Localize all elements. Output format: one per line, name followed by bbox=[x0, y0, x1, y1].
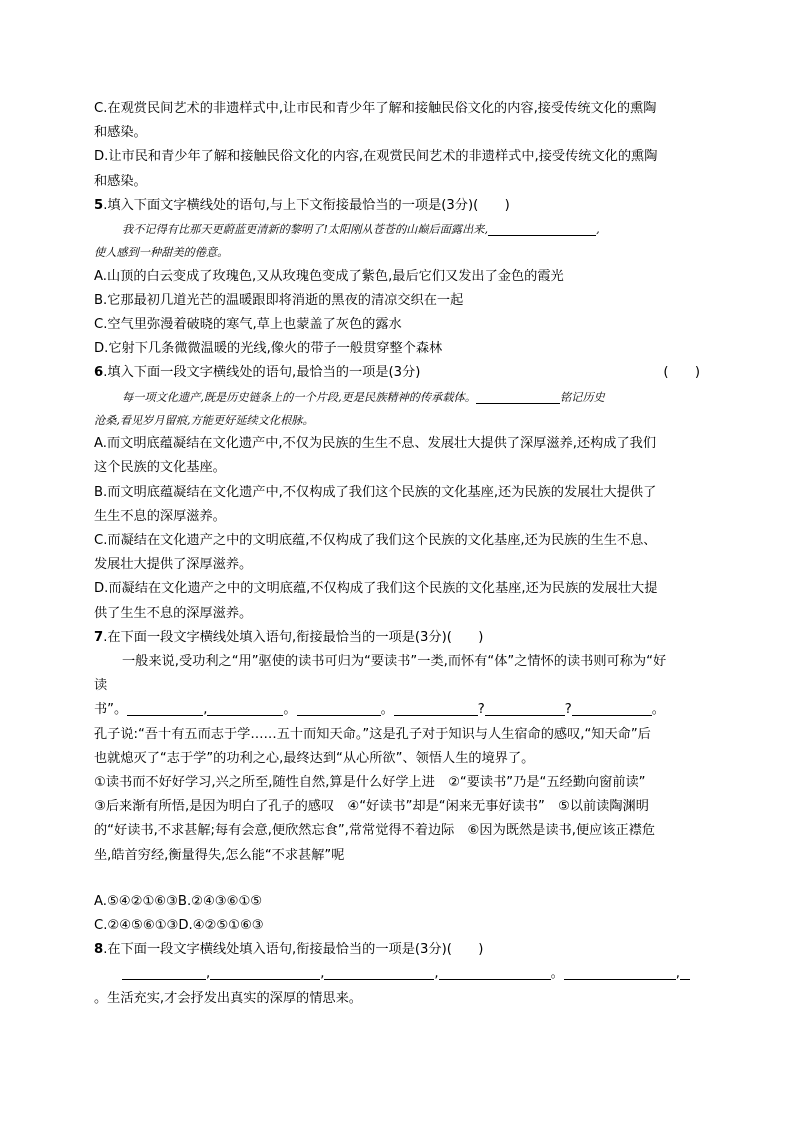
exam-page bbox=[94, 97, 700, 1011]
spacer bbox=[94, 868, 700, 890]
q7-number: 7 bbox=[94, 629, 104, 645]
q5-option-c: C.空气里弥漫着破晓的寒气,草上也蒙盖了灰色的露水 bbox=[94, 317, 402, 333]
q7-punct: ? bbox=[564, 702, 572, 718]
q8-paragraph-tail: 。生活充实,才会抒发出真实的深厚的情思来。 bbox=[94, 990, 362, 1006]
q5-passage-punct: , bbox=[596, 223, 600, 237]
q8-stem-text: .在下面一段文字横线处填入语句,衔接最恰当的一项是(3分)( ) bbox=[103, 942, 484, 958]
q7-option-d: D.④②⑤①⑥③ bbox=[178, 918, 264, 934]
q8-punct: , bbox=[206, 966, 211, 982]
q8-blank-5 bbox=[564, 965, 676, 980]
q6-passage-tail: 铭记历史 bbox=[559, 390, 605, 404]
q4-option-c-line2: 和感染。 bbox=[94, 125, 147, 141]
q6-option-b-line1: B.而文明底蕴凝结在文化遗产中,不仅构成了我们这个民族的文化基座,还为民族的发展壮大提供了 bbox=[94, 484, 657, 500]
q7-option-c: C.②④⑤⑥①③ bbox=[94, 918, 179, 934]
q7-blank-2 bbox=[207, 701, 283, 716]
q6-passage-text: 每一项文化遗产,既是历史链条上的一个片段,更是民族精神的传承载体。 bbox=[122, 390, 476, 404]
q6-answer-blank bbox=[476, 389, 560, 404]
q7-options-row2 bbox=[94, 914, 700, 938]
q6-option-a-line2: 这个民族的文化基座。 bbox=[94, 460, 226, 476]
q7-items-line1: ①读书而不好好学习,兴之所至,随性自然,算是什么好学上进 ②“要读书”乃是“五经勤向窗前读” bbox=[94, 775, 646, 791]
q6-option-c-line1: C.而凝结在文化遗产之中的文明底蕴,不仅构成了我们这个民族的文化基座,还为民族的生生不息、 bbox=[94, 533, 657, 549]
q8-blank-1 bbox=[122, 965, 206, 980]
q7-paragraph-line1: 一般来说,受功利之“用”驱使的读书可归为“要读书”一类,而怀有“体”之情怀的读书则可称为“好 bbox=[122, 654, 667, 670]
q7-paragraph-line4: 孔子说:“吾十有五而志于学……五十而知天命。”这是孔子对于知识与人生宿命的感叹,“知天命”后 bbox=[94, 726, 651, 742]
q7-blank-6 bbox=[572, 701, 652, 716]
q6-option-a-line1: A.而文明底蕴凝结在文化遗产中,不仅为民族的生生不息、发展壮大提供了深厚滋养,还构成了我们 bbox=[94, 436, 657, 452]
q7-paragraph-blanks-line bbox=[94, 698, 700, 722]
q5-option-a: A.山顶的白云变成了玫瑰色,又从玫瑰色变成了紫色,最后它们又发出了金色的霞光 bbox=[94, 268, 564, 284]
q6-number: 6 bbox=[94, 365, 104, 381]
q8-blank-3 bbox=[324, 965, 434, 980]
q6-passage-line2: 沧桑,看见岁月留痕,方能更好延续文化根脉。 bbox=[94, 413, 314, 427]
q7-blank-4 bbox=[394, 701, 478, 716]
q7-stem bbox=[94, 626, 700, 650]
q6-option-d-line2: 供了生生不息的深厚滋养。 bbox=[94, 605, 253, 621]
q6-option-c-line2: 发展壮大提供了深厚滋养。 bbox=[94, 557, 253, 573]
q6-stem bbox=[94, 361, 700, 385]
q7-punct: 。 bbox=[283, 702, 297, 718]
q5-answer-blank bbox=[488, 221, 596, 236]
q7-punct: 。 bbox=[651, 702, 665, 718]
q7-blank-3 bbox=[297, 701, 381, 716]
q7-paragraph-line2: 读 bbox=[94, 678, 108, 694]
q5-option-b: B.它那最初几道光芒的温暖跟即将消逝的黑夜的清凉交织在一起 bbox=[94, 292, 464, 308]
q8-punct: , bbox=[320, 966, 325, 982]
q7-text-fragment: 书”。 bbox=[94, 702, 128, 718]
q7-punct: ? bbox=[477, 702, 485, 718]
q7-options-row1 bbox=[94, 890, 700, 914]
q6-option-d-line1: D.而凝结在文化遗产之中的文明底蕴,不仅构成了我们这个民族的文化基座,还为民族的发展壮大提 bbox=[94, 581, 658, 597]
q7-punct: 。 bbox=[380, 702, 394, 718]
q8-blank-4 bbox=[439, 965, 551, 980]
q4-option-d-line1: D.让市民和青少年了解和接触民俗文化的内容,在观赏民间艺术的非遗样式中,接受传统文化的熏陶 bbox=[94, 149, 658, 165]
q8-blank-2 bbox=[210, 965, 320, 980]
q6-answer-paren: ( ) bbox=[663, 365, 700, 381]
q6-passage-line1 bbox=[94, 386, 700, 409]
q8-punct: , bbox=[434, 966, 439, 982]
q8-punct: , bbox=[675, 966, 680, 982]
q5-stem-text: .填入下面文字横线处的语句,与上下文衔接最恰当的一项是(3分)( ) bbox=[103, 197, 510, 213]
q7-paragraph-line5: 也就熄灭了“志于学”的功利之心,最终达到“从心所欲”、领悟人生的境界了。 bbox=[94, 750, 535, 766]
q7-blank-5 bbox=[485, 701, 565, 716]
q8-stem bbox=[94, 938, 700, 962]
q6-stem-text: .填入下面一段文字横线处的语句,最恰当的一项是(3分) bbox=[103, 365, 421, 381]
q5-passage-text: 我不记得有比那天更蔚蓝更清新的黎明了!太阳刚从苍苍的山巅后面露出来, bbox=[122, 223, 489, 237]
q8-number: 8 bbox=[94, 942, 104, 958]
q8-blanks-line bbox=[94, 962, 700, 986]
q5-number: 5 bbox=[94, 197, 104, 213]
q7-stem-text: .在下面一段文字横线处填入语句,衔接最恰当的一项是(3分)( ) bbox=[103, 629, 484, 645]
q7-option-b: B.②④③⑥①⑤ bbox=[177, 893, 263, 909]
q7-punct: , bbox=[203, 702, 208, 718]
q5-option-d: D.它射下几条微微温暖的光线,像火的带子一般贯穿整个森林 bbox=[94, 341, 443, 357]
q5-stem bbox=[94, 194, 700, 218]
q8-blank-6 bbox=[680, 965, 690, 980]
q8-punct: 。 bbox=[550, 966, 564, 982]
q7-items-line3: 的“好读书,不求甚解;每有会意,便欣然忘食”,常常觉得不着边际 ⑥因为既然是读书,便应该正襟危 bbox=[94, 823, 656, 839]
q4-option-d-line2: 和感染。 bbox=[94, 173, 147, 189]
q5-passage-line2: 使人感到一种甜美的倦意。 bbox=[94, 246, 229, 260]
q7-blank-1 bbox=[127, 701, 203, 716]
q6-option-b-line2: 生生不息的深厚滋养。 bbox=[94, 508, 226, 524]
q7-items-line4: 坐,皓首穷经,衡量得失,怎么能“不求甚解”呢 bbox=[94, 847, 345, 863]
q4-option-c-line1: C.在观赏民间艺术的非遗样式中,让市民和青少年了解和接触民俗文化的内容,接受传统文化的熏陶 bbox=[94, 101, 657, 116]
q7-option-a: A.⑤④②①⑥③ bbox=[94, 893, 178, 909]
q7-items-line2: ③后来渐有所悟,是因为明白了孔子的感叹 ④“好读书”却是“闲来无事好读书” ⑤以前读陶渊明 bbox=[94, 799, 649, 815]
q5-passage-line1 bbox=[94, 218, 700, 241]
